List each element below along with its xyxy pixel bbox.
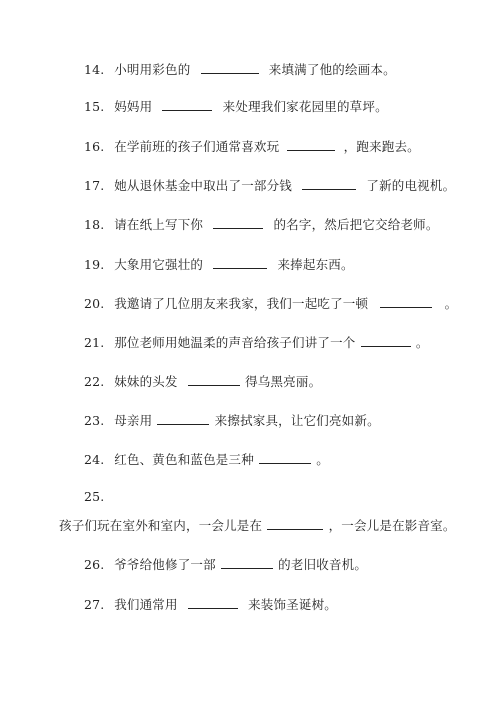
- answer-blank[interactable]: [157, 414, 209, 425]
- question-22: [84, 374, 321, 390]
- question-number: 26.: [84, 557, 105, 572]
- question-27: [84, 597, 337, 613]
- question-number: 23.: [84, 413, 105, 428]
- question-15: [84, 99, 388, 115]
- question-number: 14.: [84, 62, 105, 77]
- question-text-after: 得乌黑亮丽。: [245, 374, 322, 389]
- question-number: 27.: [84, 597, 105, 612]
- question-text-after: 的名字，然后把它交给老师。: [273, 217, 439, 232]
- question-text-before: 她从退休基金中取出了一部分钱: [114, 178, 292, 193]
- question-number: 24.: [84, 452, 105, 467]
- question-21: [84, 335, 429, 351]
- question-text-before: 请在纸上写下你: [114, 217, 204, 232]
- question-text-before: 孩子们玩在室外和室内，一会儿是在: [59, 518, 263, 533]
- question-text-before: 大象用它强壮的: [114, 257, 204, 272]
- question-number: 17.: [84, 178, 105, 193]
- answer-blank[interactable]: [380, 297, 432, 308]
- question-text-after: 了新的电视机。: [366, 178, 456, 193]
- answer-blank[interactable]: [213, 258, 267, 269]
- question-25: [84, 489, 110, 505]
- question-text-after: 来擦拭家具，让它们亮如新。: [214, 413, 380, 428]
- question-number: 18.: [84, 217, 105, 232]
- question-text-before: 我邀请了几位朋友来我家，我们一起吃了一顿: [114, 296, 369, 311]
- question-text-before: 红色、黄色和蓝色是三种: [114, 452, 254, 467]
- answer-blank[interactable]: [267, 519, 323, 530]
- question-number: 15.: [84, 99, 105, 114]
- question-17: [84, 178, 455, 194]
- question-23: [84, 413, 380, 429]
- question-text-after: 。: [444, 296, 458, 311]
- question-text-after: ，跑来跑去。: [343, 139, 420, 154]
- answer-blank[interactable]: [213, 218, 263, 229]
- question-number: 20.: [84, 296, 105, 311]
- question-number: 22.: [84, 374, 105, 389]
- question-19: [84, 257, 354, 273]
- question-text-before: 那位老师用她温柔的声音给孩子们讲了一个: [114, 335, 356, 350]
- question-text-before: 母亲用: [114, 413, 153, 428]
- question-20: [84, 296, 457, 312]
- question-26: [84, 557, 367, 573]
- question-25-text: [59, 518, 456, 534]
- answer-blank[interactable]: [201, 63, 259, 74]
- answer-blank[interactable]: [302, 179, 356, 190]
- answer-blank[interactable]: [259, 453, 311, 464]
- question-text-after: 来装饰圣诞树。: [248, 597, 337, 612]
- question-18: [84, 217, 439, 233]
- question-text-after: 的老旧收音机。: [278, 557, 368, 572]
- answer-blank[interactable]: [361, 336, 411, 347]
- question-text-after: 。: [316, 452, 329, 467]
- question-text-before: 妹妹的头发: [114, 374, 178, 389]
- question-text-before: 妈妈用: [114, 99, 153, 114]
- question-text-before: 在学前班的孩子们通常喜欢玩: [114, 139, 280, 154]
- question-text-after: 来填满了他的绘画本。: [268, 62, 396, 77]
- question-number: 21.: [84, 335, 105, 350]
- answer-blank[interactable]: [162, 100, 212, 111]
- question-14: [84, 62, 396, 78]
- question-text-after: ，一会儿是在影音室。: [328, 518, 456, 533]
- question-text-before: 我们通常用: [114, 597, 178, 612]
- question-text-after: 来处理我们家花园里的草坪。: [222, 99, 388, 114]
- answer-blank[interactable]: [188, 375, 240, 386]
- question-number: 25.: [84, 489, 105, 504]
- question-text-after: 来捧起东西。: [277, 257, 354, 272]
- question-24: [84, 452, 329, 468]
- answer-blank[interactable]: [221, 558, 273, 569]
- answer-blank[interactable]: [188, 598, 238, 609]
- question-number: 19.: [84, 257, 105, 272]
- question-number: 16.: [84, 139, 105, 154]
- answer-blank[interactable]: [287, 140, 335, 151]
- question-16: [84, 139, 420, 155]
- question-text-before: 爷爷给他修了一部: [114, 557, 216, 572]
- question-text-before: 小明用彩色的: [114, 62, 191, 77]
- question-text-after: 。: [415, 335, 429, 350]
